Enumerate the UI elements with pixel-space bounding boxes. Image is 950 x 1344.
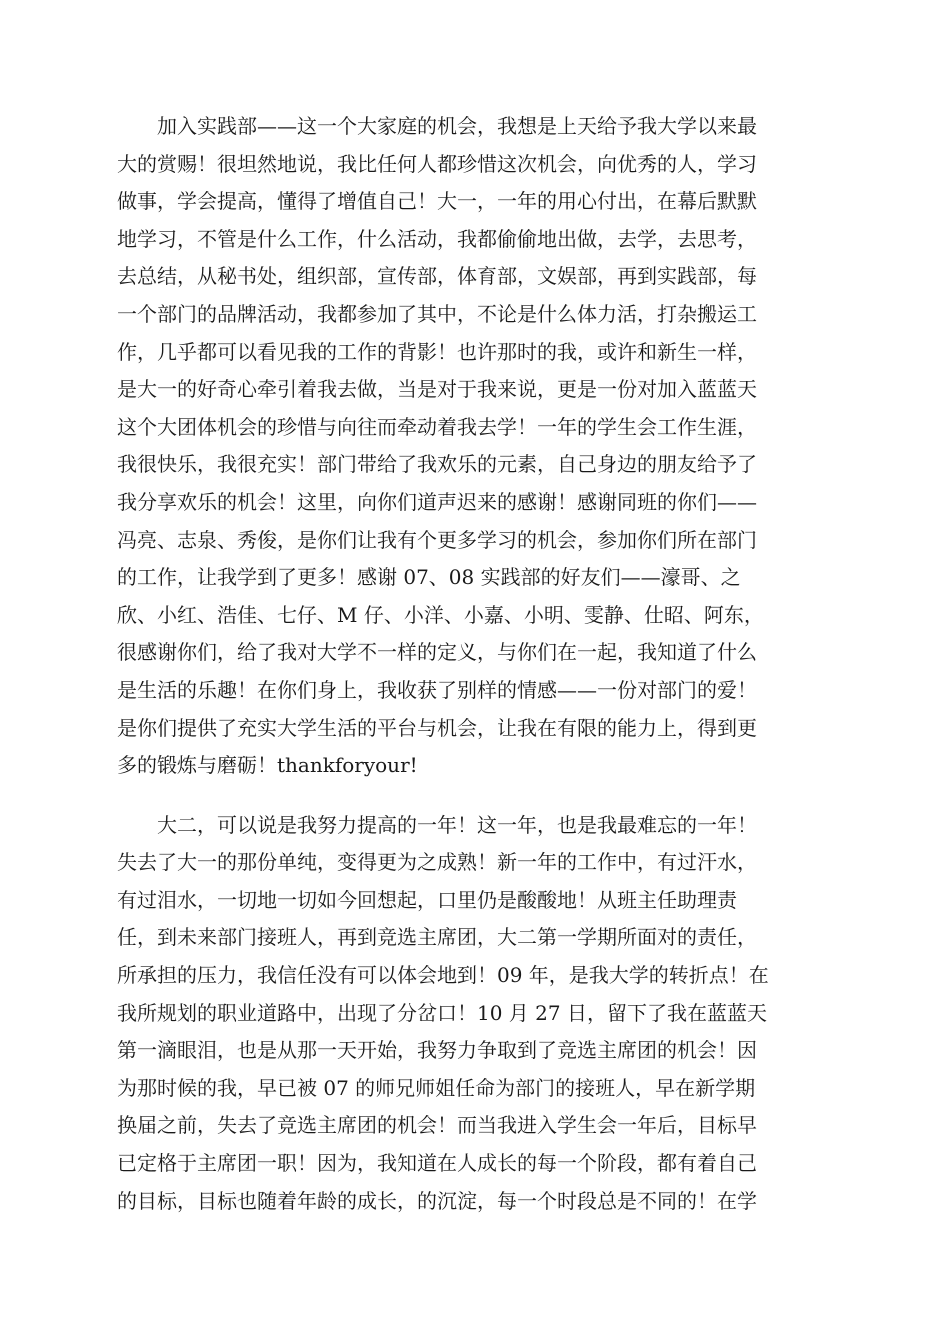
text-line: 是大一的好奇心牵引着我去做，当是对于我来说，更是一份对加入蓝蓝天 [117,377,757,402]
text-line: 的目标，目标也随着年龄的成长，的沉淀，每一个时段总是不同的！在学 [117,1188,757,1213]
text-line: 我所规划的职业道路中，出现了分岔口！10 月 27 日，留下了我在蓝蓝天 [117,1000,767,1025]
text-line: 加入实践部——这一个大家庭的机会，我想是上天给予我大学以来最 [117,114,757,138]
text-line: 任，到未来部门接班人，再到竞选主席团，大二第一学期所面对的责任， [117,925,757,950]
text-line: 是生活的乐趣！在你们身上，我收获了别样的情感——一份对部门的爱！ [117,677,757,702]
text-line: 换届之前，失去了竞选主席团的机会！而当我进入学生会一年后，目标早 [117,1113,757,1138]
text-line: 第一滴眼泪，也是从那一天开始，我努力争取到了竞选主席团的机会！因 [117,1038,757,1063]
paragraph-2 [117,807,837,1221]
text-line: 做事，学会提高，懂得了增值自己！大一，一年的用心付出，在幕后默默 [117,189,757,214]
text-line: 冯亮、志泉、秀俊，是你们让我有个更多学习的机会，参加你们所在部门 [117,527,757,552]
text-line: 是你们提供了充实大学生活的平台与机会，让我在有限的能力上，得到更 [117,715,757,740]
text-line: 很感谢你们，给了我对大学不一样的定义，与你们在一起，我知道了什么 [117,640,757,665]
text-line: 有过泪水，一切地一切如今回想起，口里仍是酸酸地！从班主任助理责 [117,887,737,912]
text-line: 的工作，让我学到了更多！感谢 07、08 实践部的好友们——濠哥、之 [117,565,741,590]
text-line: 我很快乐，我很充实！部门带给了我欢乐的元素，自己身边的朋友给予了 [117,452,757,477]
text-line: 为那时候的我，早已被 07 的师兄师姐任命为部门的接班人，早在新学期 [117,1075,756,1100]
text-line: 这个大团体机会的珍惜与向往而牵动着我去学！一年的学生会工作生涯， [117,414,757,439]
text-line: 多的锻炼与磨砺！thankforyour! [117,753,418,778]
text-line: 一个部门的品牌活动，我都参加了其中，不论是什么体力活，打杂搬运工 [117,301,757,326]
text-line: 我分享欢乐的机会！这里，向你们道声迟来的感谢！感谢同班的你们—— [117,489,757,514]
document-page [117,108,837,1220]
text-line: 地学习，不管是什么工作，什么活动，我都偷偷地出做，去学，去思考， [117,226,757,251]
text-line: 所承担的压力，我信任没有可以体会地到！09 年，是我大学的转折点！在 [117,963,769,988]
text-line: 作，几乎都可以看见我的工作的背影！也许那时的我，或许和新生一样， [117,339,757,364]
text-line: 已定格于主席团一职！因为，我知道在人成长的每一个阶段，都有着自己 [117,1151,757,1176]
text-line: 大二，可以说是我努力提高的一年！这一年，也是我最难忘的一年！ [117,812,757,837]
text-line: 失去了大一的那份单纯，变得更为之成熟！新一年的工作中，有过汗水， [117,850,757,875]
text-line: 大的赏赐！很坦然地说，我比任何人都珍惜这次机会，向优秀的人，学习 [117,151,757,176]
paragraph-1 [117,108,837,785]
text-line: 去总结，从秘书处，组织部，宣传部，体育部，文娱部，再到实践部，每 [117,264,757,289]
text-line: 欣、小红、浩佳、七仔、M 仔、小洋、小嘉、小明、雯静、仕昭、阿东， [117,602,764,627]
paragraph-spacer [117,785,837,807]
